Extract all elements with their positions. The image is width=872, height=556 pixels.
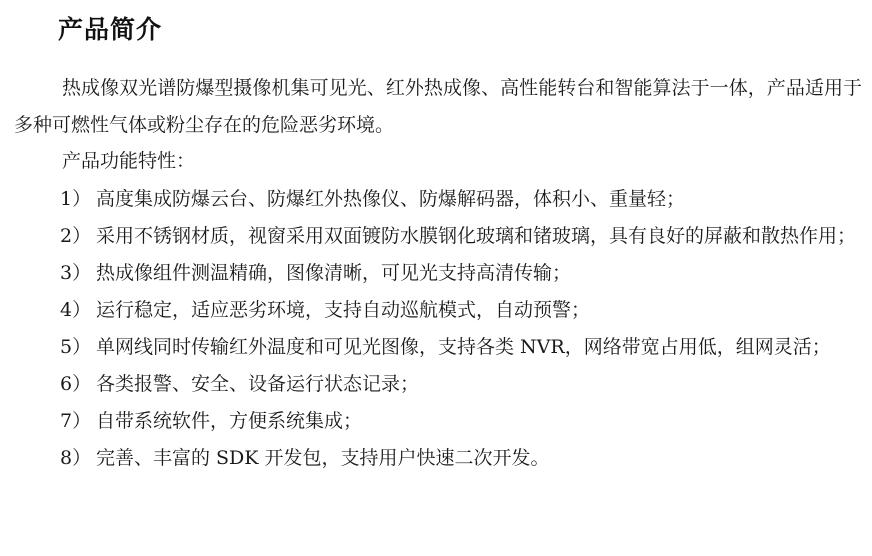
feature-text: 高度集成防爆云台、防爆红外热像仪、防爆解码器，体积小、重量轻； — [96, 188, 686, 210]
feature-item-8 — [60, 440, 860, 477]
feature-item-6 — [60, 366, 860, 403]
feature-text: 完善、丰富的 SDK 开发包，支持用户快速二次开发。 — [96, 447, 550, 469]
feature-number: 3） — [60, 262, 92, 284]
feature-text: 单网线同时传输红外温度和可见光图像，支持各类 NVR，网络带宽占用低，组网灵活； — [96, 336, 831, 358]
feature-text: 各类报警、安全、设备运行状态记录； — [96, 373, 420, 395]
feature-list — [60, 181, 860, 477]
feature-number: 6） — [60, 373, 92, 395]
feature-text: 热成像组件测温精确，图像清晰，可见光支持高清传输； — [96, 262, 572, 284]
intro-paragraph: 热成像双光谱防爆型摄像机集可见光、红外热成像、高性能转台和智能算法于一体，产品适用于多种可燃性气体或粉尘存在的危险恶劣环境。 — [14, 77, 862, 136]
feature-text: 自带系统软件，方便系统集成； — [96, 410, 363, 432]
feature-item-4 — [60, 292, 860, 329]
feature-item-5 — [60, 329, 860, 366]
feature-item-1 — [60, 181, 860, 218]
feature-number: 2） — [60, 225, 92, 247]
feature-item-3 — [60, 255, 860, 292]
feature-number: 7） — [60, 410, 92, 432]
feature-item-7 — [60, 403, 860, 440]
feature-number: 8） — [60, 447, 92, 469]
feature-number: 4） — [60, 299, 92, 321]
feature-number: 5） — [60, 336, 92, 358]
document-title: 产品简介 — [58, 15, 163, 44]
feature-item-2 — [60, 218, 860, 255]
feature-number: 1） — [60, 188, 92, 210]
feature-text: 运行稳定，适应恶劣环境，支持自动巡航模式，自动预警； — [96, 299, 591, 321]
features-label: 产品功能特性： — [62, 150, 196, 172]
feature-text: 采用不锈钢材质，视窗采用双面镀防水膜钢化玻璃和锗玻璃，具有良好的屏蔽和散热作用； — [96, 225, 857, 247]
